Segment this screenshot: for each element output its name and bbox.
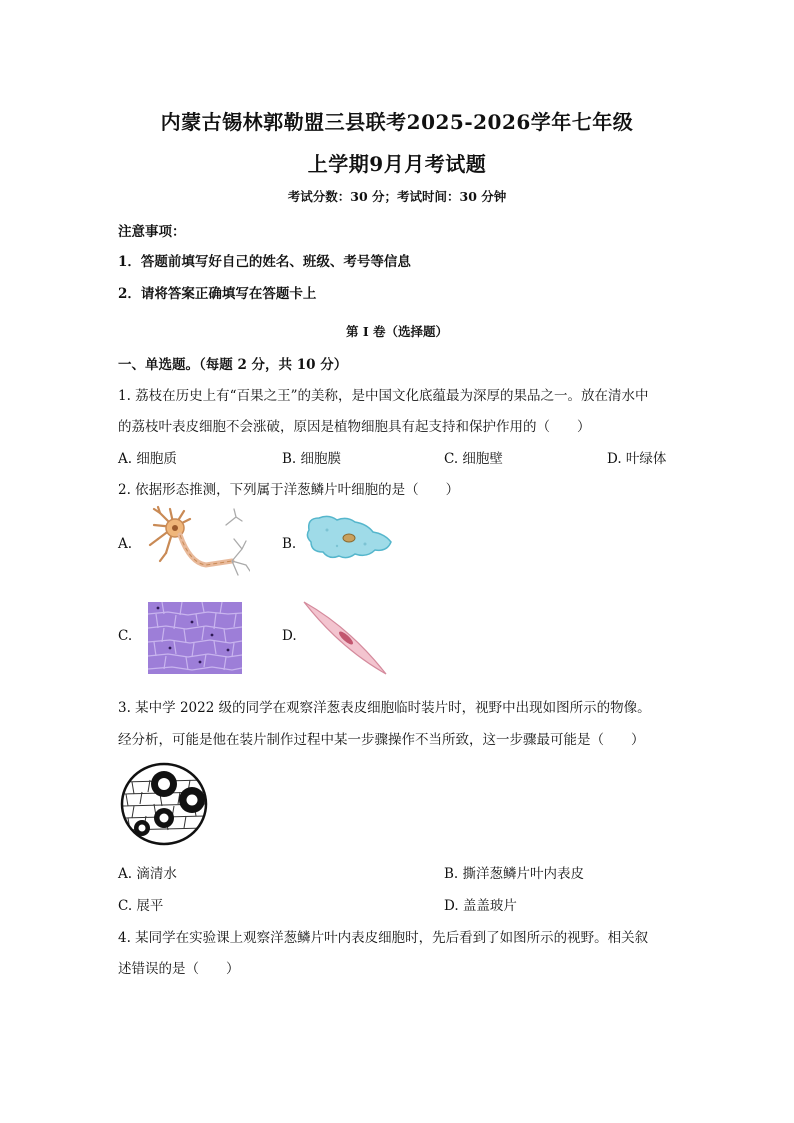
neuron-image bbox=[146, 505, 250, 579]
q3-option-c: C. 展平 bbox=[118, 898, 164, 914]
part-heading: 一、单选题。（每题 2 分，共 10 分） bbox=[118, 357, 348, 373]
exam-info: 考试分数：30 分；考试时间：30 分钟 bbox=[287, 189, 507, 204]
muscle-cell-image bbox=[300, 598, 390, 678]
q2-label-b: B. bbox=[282, 536, 297, 552]
amoeba-image bbox=[303, 512, 393, 562]
q1-stem-line1: 1. 荔枝在历史上有“百果之王”的美称，是中国文化底蕴最为深厚的果品之一。放在清水中 bbox=[118, 388, 649, 404]
q2-stem: 2. 依据形态推测，下列属于洋葱鳞片叶细胞的是（ ） bbox=[118, 482, 460, 498]
q1-option-c: C. 细胞壁 bbox=[444, 451, 503, 467]
q2-label-a: A. bbox=[118, 536, 133, 552]
q1-option-d: D. 叶绿体 bbox=[607, 451, 667, 467]
q3-stem-line1: 3. 某中学 2022 级的同学在观察洋葱表皮细胞临时装片时，视野中出现如图所示的物像。 bbox=[118, 700, 651, 716]
notes-item-1: 1．答题前填写好自己的姓名、班级、考号等信息 bbox=[118, 254, 411, 270]
q2-label-c: C. bbox=[118, 628, 133, 644]
q4-stem-line1: 4. 某同学在实验课上观察洋葱鳞片叶内表皮细胞时，先后看到了如图所示的视野。相关叙 bbox=[118, 930, 649, 946]
q2-label-d: D. bbox=[282, 628, 297, 644]
q3-option-a: A. 滴清水 bbox=[118, 866, 177, 882]
onion-epidermis-image bbox=[148, 602, 242, 674]
exam-title-line2: 上学期9月月考试题 bbox=[307, 152, 487, 176]
q1-stem-line2: 的荔枝叶表皮细胞不会涨破，原因是植物细胞具有起支持和保护作用的（ ） bbox=[118, 419, 591, 435]
microscope-field-image bbox=[120, 762, 208, 846]
q3-option-d: D. 盖盖玻片 bbox=[444, 898, 517, 914]
notes-heading: 注意事项： bbox=[118, 224, 186, 240]
q3-option-b: B. 撕洋葱鳞片叶内表皮 bbox=[444, 866, 585, 882]
q4-stem-line2: 述错误的是（ ） bbox=[118, 961, 240, 977]
q1-option-b: B. 细胞膜 bbox=[282, 451, 342, 467]
volume-heading: 第 I 卷（选择题） bbox=[345, 324, 449, 339]
q3-stem-line2: 经分析，可能是他在装片制作过程中某一步骤操作不当所致，这一步骤最可能是（ ） bbox=[118, 732, 645, 748]
exam-title-line1: 内蒙古锡林郭勒盟三县联考2025-2026学年七年级 bbox=[160, 110, 634, 134]
q1-option-a: A. 细胞质 bbox=[118, 451, 177, 467]
notes-item-2: 2．请将答案正确填写在答题卡上 bbox=[118, 286, 317, 302]
